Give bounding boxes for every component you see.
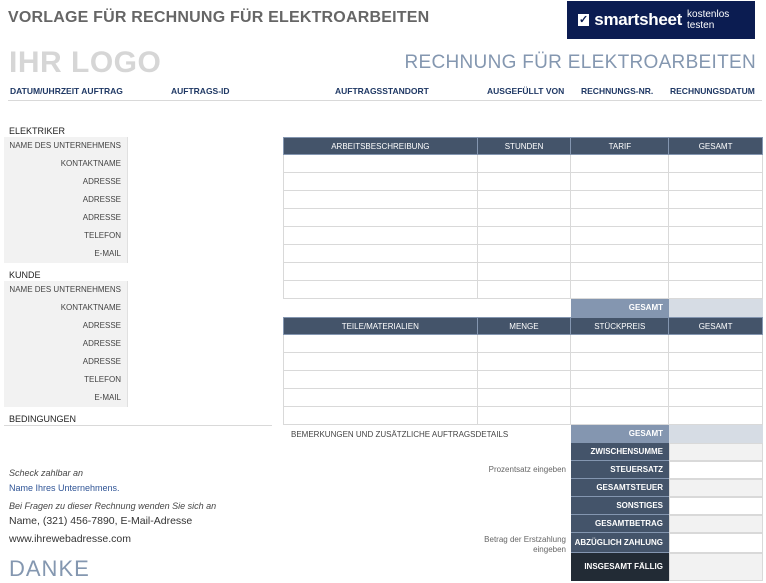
labor-table xyxy=(283,137,763,299)
header-field-job-location: AUFTRAGSSTANDORT xyxy=(335,86,429,96)
cell[interactable] xyxy=(284,335,478,353)
website-text: www.ihrewebadresse.com xyxy=(9,533,131,545)
table-row xyxy=(284,335,763,353)
cell[interactable] xyxy=(284,281,478,299)
cell[interactable] xyxy=(571,209,669,227)
cell[interactable] xyxy=(477,209,571,227)
cell[interactable] xyxy=(284,263,478,281)
cell[interactable] xyxy=(571,335,669,353)
field-label: ADRESSE xyxy=(4,353,128,371)
labor-total-label: GESAMT xyxy=(571,299,669,317)
table-row xyxy=(284,173,763,191)
table-row xyxy=(284,371,763,389)
table-row xyxy=(284,353,763,371)
cell[interactable] xyxy=(284,155,478,173)
tax-rate-label: STEUERSATZ xyxy=(571,461,669,479)
other-input[interactable] xyxy=(669,497,763,515)
field-label: KONTAKTNAME xyxy=(4,155,128,173)
cell[interactable] xyxy=(477,335,571,353)
table-row xyxy=(284,155,763,173)
cell[interactable] xyxy=(284,173,478,191)
cell[interactable] xyxy=(284,389,478,407)
cell[interactable] xyxy=(669,155,763,173)
cell[interactable] xyxy=(669,191,763,209)
thank-you-text: DANKE xyxy=(9,556,90,581)
tax-rate-hint: Prozentsatz eingeben xyxy=(488,465,566,474)
grand-total-value xyxy=(669,515,763,533)
parts-table xyxy=(283,317,763,425)
cell[interactable] xyxy=(571,227,669,245)
cell[interactable] xyxy=(571,173,669,191)
free-trial-link[interactable]: kostenlos testen xyxy=(687,9,730,31)
cell[interactable] xyxy=(477,191,571,209)
cell[interactable] xyxy=(669,371,763,389)
cell[interactable] xyxy=(284,407,478,425)
cell[interactable] xyxy=(669,335,763,353)
company-name-text: Name Ihres Unternehmens. xyxy=(9,483,120,493)
header-field-invoice-date: RECHNUNGSDATUM xyxy=(670,86,755,96)
smartsheet-brand: smartsheet xyxy=(594,10,683,29)
customer-section-label: KUNDE xyxy=(9,270,41,280)
customer-address1-input[interactable] xyxy=(128,317,272,335)
checkbox-logo-icon: ✓ xyxy=(579,14,589,26)
logo-placeholder: IHR LOGO xyxy=(9,46,162,79)
cell[interactable] xyxy=(477,371,571,389)
cell[interactable] xyxy=(284,227,478,245)
grand-total-label: GESAMTBETRAG xyxy=(571,515,669,533)
cell[interactable] xyxy=(669,245,763,263)
field-label: NAME DES UNTERNEHMENS xyxy=(4,281,128,299)
electrician-email-input[interactable] xyxy=(128,245,272,263)
customer-contact-input[interactable] xyxy=(128,299,272,317)
cell[interactable] xyxy=(571,281,669,299)
col-total: GESAMT xyxy=(669,318,763,335)
header-field-order-datetime: DATUM/UHRZEIT AUFTRAG xyxy=(10,86,123,96)
total-tax-value xyxy=(669,479,763,497)
col-rate: TARIF xyxy=(571,138,669,155)
invoice-header-fields xyxy=(8,86,762,101)
col-total: GESAMT xyxy=(669,138,763,155)
cell[interactable] xyxy=(571,263,669,281)
divider xyxy=(4,425,272,426)
labor-total-value xyxy=(669,299,763,317)
cell[interactable] xyxy=(284,353,478,371)
field-label: ADRESSE xyxy=(4,317,128,335)
customer-phone-input[interactable] xyxy=(128,371,272,389)
cell[interactable] xyxy=(477,263,571,281)
cell[interactable] xyxy=(477,173,571,191)
terms-section-label: BEDINGUNGEN xyxy=(9,414,77,424)
table-row xyxy=(284,227,763,245)
subtotal-label: ZWISCHENSUMME xyxy=(571,443,669,461)
electrician-address1-input[interactable] xyxy=(128,173,272,191)
electrician-address3-input[interactable] xyxy=(128,209,272,227)
table-row xyxy=(284,191,763,209)
cell[interactable] xyxy=(669,389,763,407)
cell[interactable] xyxy=(571,407,669,425)
total-tax-label: GESAMTSTEUER xyxy=(571,479,669,497)
cell[interactable] xyxy=(284,209,478,227)
parts-total-value xyxy=(669,425,763,443)
cell[interactable] xyxy=(669,227,763,245)
invoice-title: RECHNUNG FÜR ELEKTROARBEITEN xyxy=(404,52,756,73)
cell[interactable] xyxy=(284,371,478,389)
header-field-completed-by: AUSGEFÜLLT VON xyxy=(487,86,565,96)
electrician-contact-input[interactable] xyxy=(128,155,272,173)
cell[interactable] xyxy=(477,155,571,173)
electrician-info xyxy=(4,137,272,263)
header-field-order-id: AUFTRAGS-ID xyxy=(171,86,230,96)
electrician-phone-input[interactable] xyxy=(128,227,272,245)
contact-text: Name, (321) 456-7890, E-Mail-Adresse xyxy=(9,515,193,527)
field-label: TELEFON xyxy=(4,371,128,389)
field-label: ADRESSE xyxy=(4,173,128,191)
cell[interactable] xyxy=(571,191,669,209)
customer-address3-input[interactable] xyxy=(128,353,272,371)
electrician-company-input[interactable] xyxy=(128,137,272,155)
total-due-label: INSGESAMT FÄLLIG xyxy=(571,553,669,581)
field-label: KONTAKTNAME xyxy=(4,299,128,317)
table-row xyxy=(284,389,763,407)
cell[interactable] xyxy=(284,191,478,209)
cell[interactable] xyxy=(669,173,763,191)
col-quantity: MENGE xyxy=(477,318,571,335)
cell[interactable] xyxy=(571,389,669,407)
customer-company-input[interactable] xyxy=(128,281,272,299)
less-payment-input[interactable] xyxy=(669,533,763,553)
customer-address2-input[interactable] xyxy=(128,335,272,353)
field-label: TELEFON xyxy=(4,227,128,245)
electrician-address2-input[interactable] xyxy=(128,191,272,209)
field-label: NAME DES UNTERNEHMENS xyxy=(4,137,128,155)
cell[interactable] xyxy=(669,353,763,371)
header-field-invoice-number: RECHNUNGS-NR. xyxy=(581,86,654,96)
subtotal-value xyxy=(669,443,763,461)
electrician-section-label: ELEKTRIKER xyxy=(9,126,66,136)
parts-total-label: GESAMT xyxy=(571,425,669,443)
payable-to-text: Scheck zahlbar an xyxy=(9,468,84,478)
cell[interactable] xyxy=(571,245,669,263)
less-payment-label: ABZÜGLICH ZAHLUNG xyxy=(571,533,669,553)
cell[interactable] xyxy=(477,389,571,407)
table-row xyxy=(284,245,763,263)
notes-label: BEMERKUNGEN UND ZUSÄTZLICHE AUFTRAGSDETAILS xyxy=(291,430,509,439)
table-row xyxy=(284,209,763,227)
table-row xyxy=(284,407,763,425)
cell[interactable] xyxy=(477,353,571,371)
cell[interactable] xyxy=(477,227,571,245)
col-hours: STUNDEN xyxy=(477,138,571,155)
field-label: E-MAIL xyxy=(4,389,128,407)
questions-text: Bei Fragen zu dieser Rechnung wenden Sie sich an xyxy=(9,501,217,511)
cell[interactable] xyxy=(669,281,763,299)
field-label: ADRESSE xyxy=(4,335,128,353)
total-due-value xyxy=(669,553,763,581)
cell[interactable] xyxy=(571,155,669,173)
customer-info xyxy=(4,281,272,407)
cell[interactable] xyxy=(571,371,669,389)
cell[interactable] xyxy=(669,209,763,227)
field-label: ADRESSE xyxy=(4,191,128,209)
field-label: E-MAIL xyxy=(4,245,128,263)
cell[interactable] xyxy=(284,245,478,263)
col-work-description: ARBEITSBESCHREIBUNG xyxy=(284,138,478,155)
cell[interactable] xyxy=(477,245,571,263)
other-label: SONSTIGES xyxy=(571,497,669,515)
smartsheet-banner[interactable] xyxy=(567,1,755,39)
cell[interactable] xyxy=(571,353,669,371)
cell[interactable] xyxy=(669,407,763,425)
payment-hint: Betrag der Erstzahlung eingeben xyxy=(484,535,566,554)
customer-email-input[interactable] xyxy=(128,389,272,407)
tax-rate-input[interactable] xyxy=(669,461,763,479)
cell[interactable] xyxy=(669,263,763,281)
field-label: ADRESSE xyxy=(4,209,128,227)
cell[interactable] xyxy=(477,407,571,425)
table-row xyxy=(284,281,763,299)
cell[interactable] xyxy=(477,281,571,299)
col-parts-materials: TEILE/MATERIALIEN xyxy=(284,318,478,335)
table-row xyxy=(284,263,763,281)
col-unit-price: STÜCKPREIS xyxy=(571,318,669,335)
page-title: VORLAGE FÜR RECHNUNG FÜR ELEKTROARBEITEN xyxy=(8,9,430,26)
